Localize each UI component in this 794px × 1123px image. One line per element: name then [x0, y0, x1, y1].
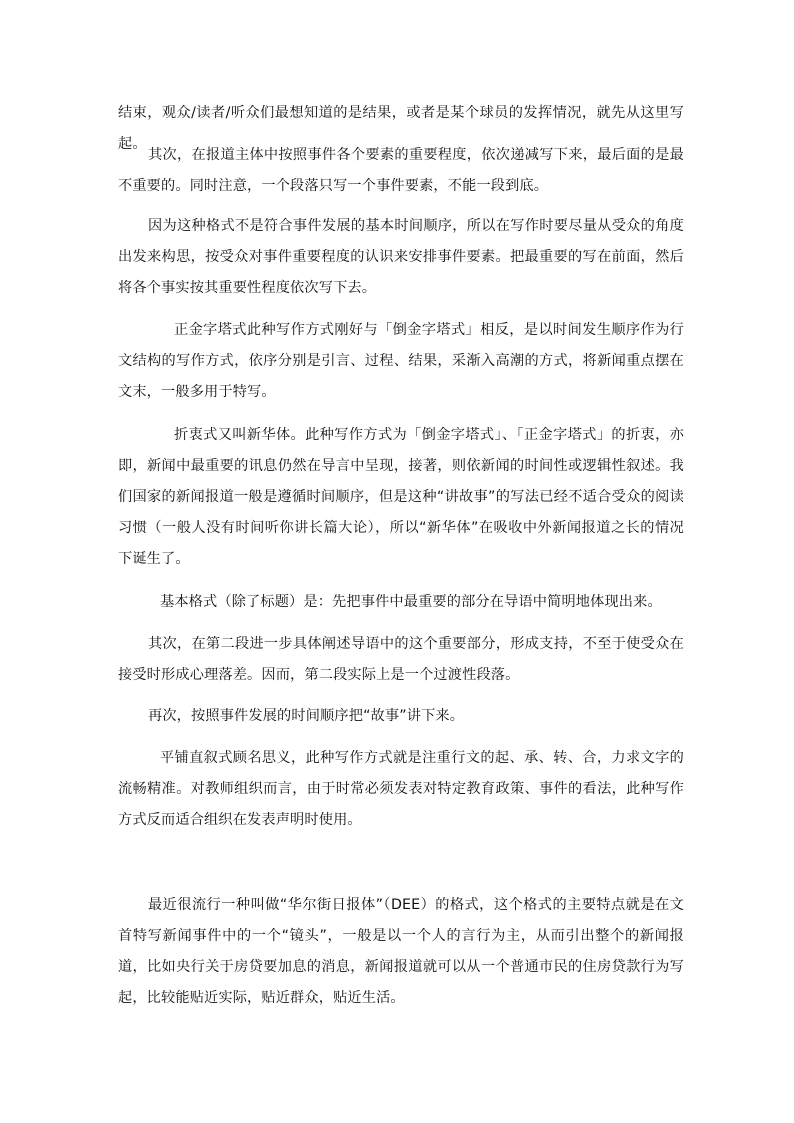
paragraph-importance-order: 其次，在报道主体中按照事件各个要素的重要程度，依次递减写下来，最后面的是最不重要的。同时注意，一个段落只写一个事件要素，不能一段到底。: [118, 147, 684, 194]
paragraph-second-section: 其次，在第二段进一步具体阐述导语中的这个重要部分，形成支持，不至于使受众在接受时形成心理落差。因而，第二段实际上是一个过渡性段落。: [118, 636, 684, 683]
paragraph-basic-format: 基本格式（除了标题）是：先把事件中最重要的部分在导语中简明地体现出来。: [160, 594, 662, 610]
paragraph-compromise-style: 折衷式又叫新华体。此种写作方式为「倒金字塔式」、「正金字塔式」的折衷，亦即，新闻中最重要的讯息仍然在导言中呈现，接著，则依新闻的时间性或逻辑性叙述。我们国家的新闻报道一般是遵循时间顺序，但是这种“讲故事”的写法已经不适合受众的阅读习惯（一般人没有时间听你讲长篇大论），所以“新华体”在吸收中外新闻报道之长的情况下诞生了。: [118, 427, 684, 567]
paragraph-results-first: 结束，观众/读者/听众们最想知道的是结果，或者是某个球员的发挥情况，就先从这里写起。: [118, 105, 684, 152]
paragraph-chronological-story: 再次，按照事件发展的时间顺序把“故事”讲下来。: [148, 708, 465, 724]
paragraph-plain-narrative: 平铺直叙式顾名思义，此种写作方式就是注重行文的起、承、转、合，力求文字的流畅精准。对教师组织而言，由于时常必须发表对特定教育政策、事件的看法，此种写作方式反而适合组织在发表声明时使用。: [118, 750, 684, 828]
paragraph-wall-street-journal-style: 最近很流行一种叫做“华尔街日报体”（DEE）的格式，这个格式的主要特点就是在文首特写新闻事件中的一个“镜头”，一般是以一个人的言行为主，从而引出整个的新闻报道，比如央行关于房贷要加息的消息，新闻报道就可以从一个普通市民的住房贷款行为写起，比较能贴近实际，贴近群众，贴近生活。: [118, 897, 684, 1006]
paragraph-audience-perspective: 因为这种格式不是符合事件发展的基本时间顺序，所以在写作时要尽量从受众的角度出发来构思，按受众对事件重要程度的认识来安排事件要素。把最重要的写在前面，然后将各个事实按其重要性程度依次写下去。: [118, 218, 684, 296]
paragraph-upright-pyramid: 正金字塔式此种写作方式刚好与「倒金字塔式」相反，是以时间发生顺序作为行文结构的写作方式，依序分别是引言、过程、结果，采渐入高潮的方式，将新闻重点摆在文末，一般多用于特写。: [118, 322, 684, 400]
